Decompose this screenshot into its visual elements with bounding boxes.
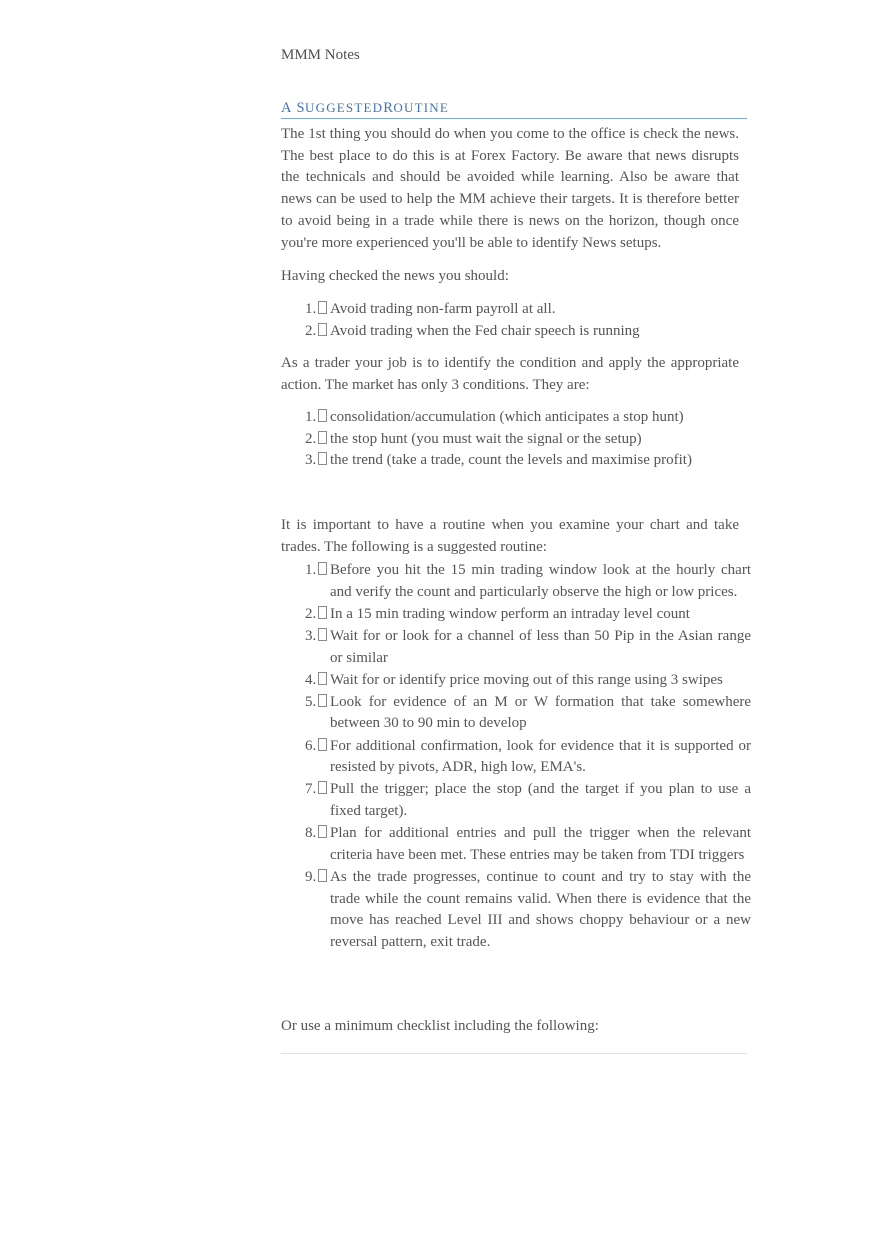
running-header: MMM Notes — [281, 47, 360, 63]
missing-glyph-icon — [318, 869, 327, 882]
conditions-list — [281, 407, 751, 472]
missing-glyph-icon — [318, 781, 327, 794]
list-item: 2. Avoid trading when the Fed chair speech is running — [305, 322, 640, 339]
missing-glyph-icon — [318, 562, 327, 575]
routine-list — [281, 560, 751, 954]
list-item: 2. In a 15 min trading window perform an intraday level count — [305, 605, 690, 622]
missing-glyph-icon — [318, 825, 327, 838]
list-item: 2. the stop hunt (you must wait the signal or the setup) — [305, 430, 642, 447]
conditions-paragraph: As a trader your job is to identify the condition and apply the appropriate action. The market has only 3 conditions. They are: — [281, 355, 739, 393]
list-item: 6. For additional confirmation, look for evidence that it is supported or resisted by pivots, ADR, high low, EMA's. — [305, 737, 751, 776]
list-item: 5. Look for evidence of an M or W formation that take somewhere between 30 to 90 min to develop — [305, 693, 751, 732]
missing-glyph-icon — [318, 452, 327, 465]
checklist-paragraph: Or use a minimum checklist including the following: — [281, 1018, 599, 1034]
missing-glyph-icon — [318, 323, 327, 336]
routine-intro-paragraph: It is important to have a routine when you examine your chart and take trades. The following is a suggested routine: — [281, 517, 739, 555]
list-item: 1. Before you hit the 15 min trading window look at the hourly chart and verify the count and particularly observe the high or low prices. — [305, 562, 751, 600]
intro-paragraph: The 1st thing you should do when you come to the office is check the news. The best place to do this is at Forex Factory. Be aware that news disrupts the technicals and should be avoided while learning. Also be aware that news can be used to help the MM achieve their targets. It is therefore better to avoid being in a trade while there is news on the horizon, though once you're more experienced you'll be able to identify News setups. — [281, 126, 739, 251]
section-heading: A SUGGESTEDROUTINE — [281, 99, 747, 119]
list-item: 3. the trend (take a trade, count the levels and maximise profit) — [305, 452, 692, 469]
list-item: 8. Plan for additional entries and pull the trigger when the relevant criteria have been met. These entries may be taken from TDI triggers — [305, 825, 751, 863]
list-item: 7. Pull the trigger; place the stop (and the target if you plan to use a fixed target). — [305, 781, 751, 820]
footer-divider — [281, 1053, 747, 1054]
list-item: 4. Wait for or identify price moving out of this range using 3 swipes — [305, 671, 723, 688]
news-list — [281, 299, 751, 342]
missing-glyph-icon — [318, 606, 327, 619]
missing-glyph-icon — [318, 738, 327, 751]
list-item: 1. Avoid trading non-farm payroll at all. — [305, 301, 556, 317]
missing-glyph-icon — [318, 409, 327, 422]
news-checked-paragraph: Having checked the news you should: — [281, 268, 509, 284]
list-item: 9. As the trade progresses, continue to count and try to stay with the trade while the count remains valid. When there is evidence that the move has reached Level III and shows choppy behaviour or a new reversal pattern, exit trade. — [305, 868, 751, 951]
missing-glyph-icon — [318, 672, 327, 685]
list-item: 3. Wait for or look for a channel of less than 50 Pip in the Asian range or similar — [305, 627, 751, 666]
missing-glyph-icon — [318, 694, 327, 707]
missing-glyph-icon — [318, 628, 327, 641]
missing-glyph-icon — [318, 301, 327, 314]
missing-glyph-icon — [318, 431, 327, 444]
list-item: 1. consolidation/accumulation (which anticipates a stop hunt) — [305, 409, 684, 425]
